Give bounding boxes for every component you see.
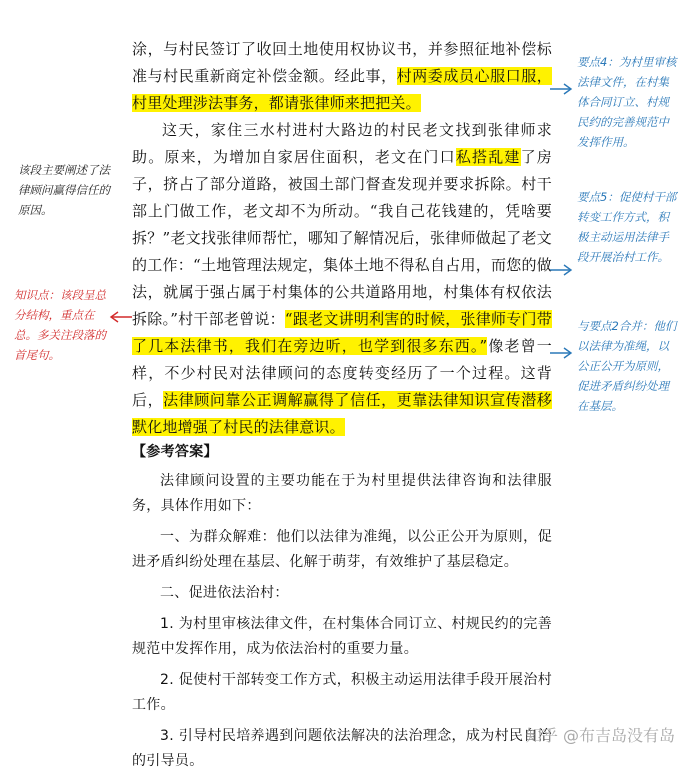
arrow-right-icon bbox=[548, 346, 574, 360]
arrow-left-icon bbox=[108, 310, 134, 324]
highlighted-text: 私搭乱建 bbox=[455, 148, 521, 166]
answer-point-1: 一、为群众解难：他们以法律为准绳，以公正公开为原则，促进矛盾纠纷处理在基层、化解于萌芽，有效维护了基层稳定。 bbox=[132, 529, 552, 570]
text-run: 像老曾一样，不少村民对法律顾问的态度转变经历了一个过程。这背后， bbox=[132, 337, 552, 409]
side-note-right-3: 与要点2合并：他们以法律为准绳，以公正公开为原则，促进矛盾纠纷处理在基层。 bbox=[577, 319, 677, 413]
text-run: 了房子，挤占了部分道路，被国土部门督查发现并要求拆除。村干部上门做工作，老文却不为所动。“我自己花钱建的，凭啥要拆？”老文找张律师帮忙，哪知了解情况后，张律师做起了老文的工作：“土地管理法规定，集体土地不得私自占用，而您的做法，就属于强占属于村集体的公共道路用地，村集体有权依法拆除。”村干部老曾说： bbox=[132, 148, 552, 328]
highlighted-text: 法律顾问靠公正调解赢得了信任，更靠法律知识宣传潜移默化地增强了村民的法律意识。 bbox=[132, 391, 552, 436]
highlighted-text: “跟老文讲明利害的时候，张律师专门带了几本法律书，我们在旁边听，也学到很多东西。” bbox=[132, 310, 552, 355]
answer-sub-2: 2. 促使村干部转变工作方式，积极主动运用法律手段开展治村工作。 bbox=[132, 672, 552, 713]
answer-intro: 法律顾问设置的主要功能在于为村里提供法律咨询和法律服务，具体作用如下： bbox=[132, 473, 552, 514]
paragraph-2 bbox=[132, 117, 552, 441]
side-note-left-2: 知识点：该段呈总分结构，重点在总。多关注段落的首尾句。 bbox=[14, 288, 106, 362]
answer-title: 【参考答案】 bbox=[132, 444, 218, 460]
answer-point-2: 二、促进依法治村： bbox=[160, 585, 289, 601]
watermark: 知乎 @布吉岛没有岛 bbox=[525, 726, 675, 745]
answer-sub-1: 1. 为村里审核法律文件，在村集体合同订立、村规民约的完善规范中发挥作用，成为依法治村的重要力量。 bbox=[132, 616, 552, 657]
arrow-right-icon bbox=[548, 82, 574, 96]
text-run: 这天，家住三水村进村大路边的村民老文找到张律师求助。原来，为增加自家居住面积，老文在门口 bbox=[132, 121, 552, 166]
side-note-right-2: 要点5：促使村干部转变工作方式，积极主动运用法律手段开展治村工作。 bbox=[577, 190, 677, 264]
answer-sub-3: 3. 引导村民培养遇到问题依法解决的法治理念，成为村民自治的引导员。 bbox=[132, 728, 552, 769]
side-note-right-1: 要点4：为村里审核法律文件，在村集体合同订立、村规民约的完善规范中发挥作用。 bbox=[577, 55, 677, 149]
text-run: 涂，与村民签订了收回土地使用权协议书，并参照征地补偿标准与村民重新商定补偿金额。经此事， bbox=[132, 40, 552, 85]
article-body bbox=[132, 36, 552, 441]
highlighted-text: 村两委成员心服口服，村里处理涉法事务，都请张律师来把把关。 bbox=[132, 67, 552, 112]
paragraph-1 bbox=[132, 36, 552, 117]
side-note-left-1: 该段主要阐述了法律顾问赢得信任的原因。 bbox=[18, 163, 110, 217]
arrow-right-icon bbox=[548, 263, 574, 277]
reference-answer bbox=[132, 440, 552, 780]
